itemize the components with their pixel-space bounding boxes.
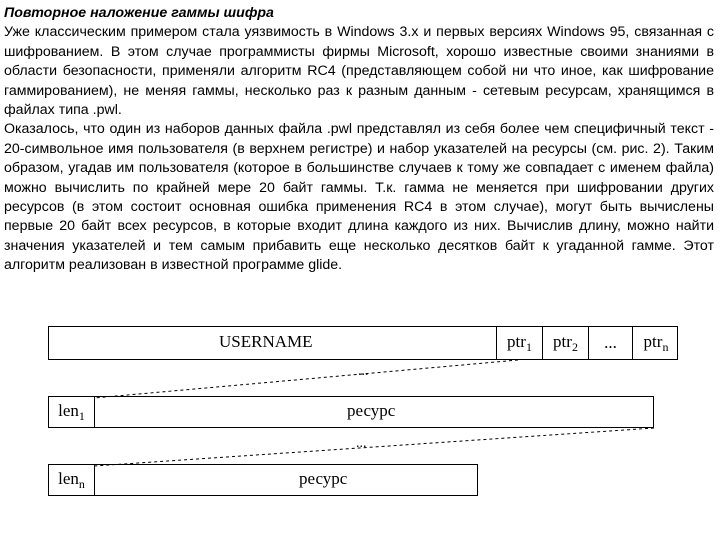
ptr-n-label: ptr$_n$ [643, 331, 669, 354]
ptr-ellipsis: ... [604, 333, 617, 352]
document-text [4, 4, 714, 276]
ptrn-to-lenn-line [94, 428, 654, 466]
ptr1-to-len1-line [94, 360, 518, 398]
between-dots-2: ... [356, 436, 367, 451]
len-1-label: len$_1$ [58, 400, 85, 423]
ptr-2-label: ptr$_2$ [553, 331, 578, 354]
ptr-1-label: ptr$_1$ [507, 331, 532, 354]
document-title: Повторное наложение гаммы шифра [4, 5, 274, 21]
paragraph-1: Уже классическим примером стала уязвимость в Windows 3.x и первых версиях Windows 95, связанная с шифрованием. В этом случае программисты фирмы Microsoft, хорошо известные своими знаниями в области безопасности, применяли алгоритм RC4 (представляющем собой ни что иное, как шифрование гаммированием), не меняя гаммы, несколько раз к разным данным - сетевым ресурсам, хранящимся в файлах типа .pwl. [4, 24, 714, 119]
paragraph-2: Оказалось, что один из наборов данных файла .pwl представлял из себя более чем специфичный текст - 20-символьное имя пользователя (в верхнем регистре) и набор указателей на ресурсы (см. рис. 2). Таким образом, угадав им пользователя (которое в большинстве случаев к тому же совпадает с именем файла) можно вычислить по крайней мере 20 байт гаммы. Т.к. гамма не меняется при шифровании других ресурсов (в этом состоит основная ошибка применения RC4 в этом случае), могут быть вычислены первые 20 байт всех ресурсов, в которые входит длина каждого из них. Вычислив длину, можно найти значения указателей и тем самым прибавить еще несколько десятков байт к угаданной гамме. Этот алгоритм реализован в известной программе glide. [4, 121, 714, 274]
resource-1-label: ресурс [347, 401, 396, 420]
pointer-arrows [0, 310, 720, 540]
len-n-label: len$_n$ [58, 468, 85, 491]
username-label: USERNAME [219, 332, 313, 351]
resource-n-label: ресурс [299, 469, 348, 488]
figure-2-diagram [0, 310, 720, 540]
between-dots-1: ... [358, 364, 369, 379]
